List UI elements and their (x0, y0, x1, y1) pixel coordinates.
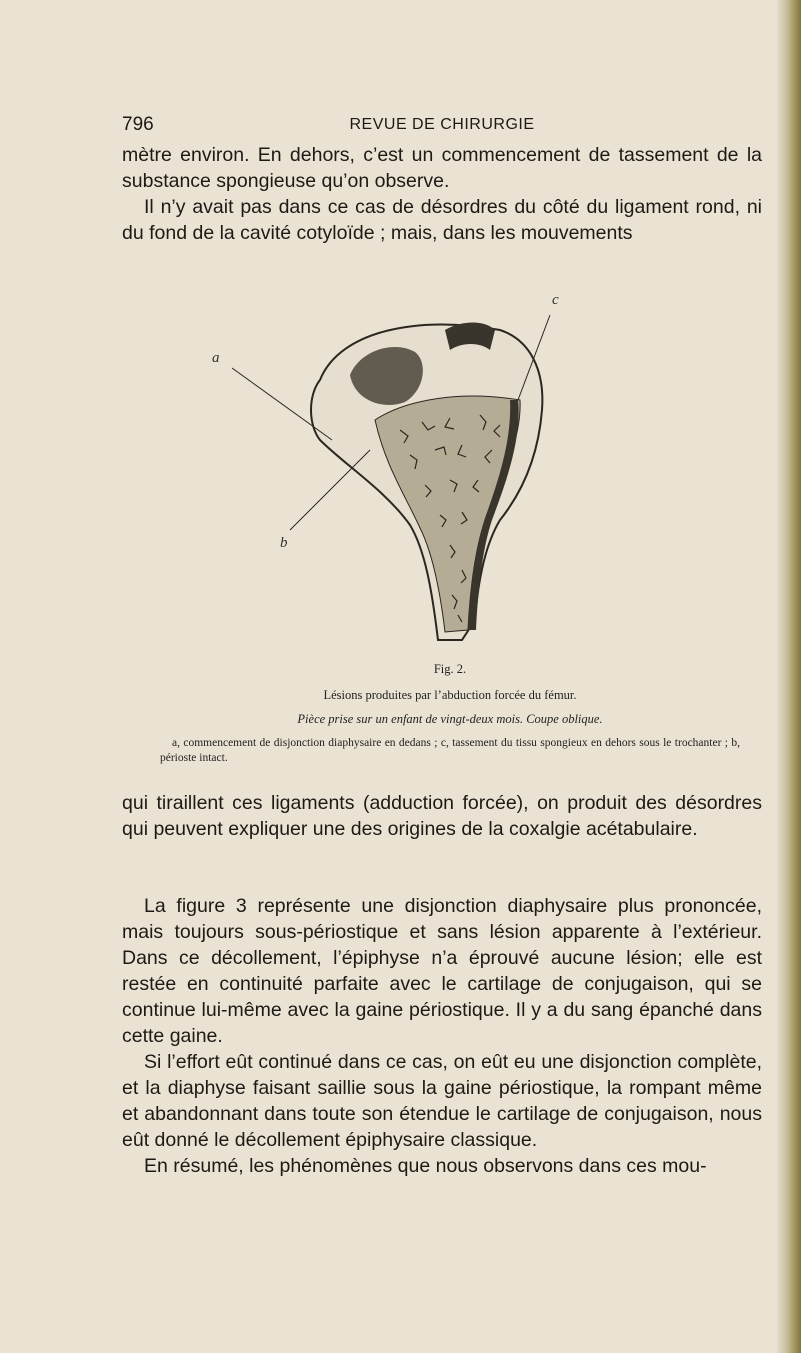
figure-label-c: c (552, 292, 559, 308)
figure-number: Fig. 2. (433, 662, 467, 676)
page-edge-shadow (777, 0, 801, 1353)
paragraph-1: mètre environ. En dehors, c’est un commencement de tassement de la substance spongieuse qu’on observe. (122, 144, 762, 192)
figure-subtitle: Pièce prise sur un enfant de vingt-deux mois. Coupe oblique. (297, 712, 603, 726)
figure-femur-section (200, 290, 580, 650)
figure-label-b: b (280, 535, 288, 551)
body-text-top (122, 142, 762, 246)
page-header (122, 114, 762, 140)
body-text-bottom (122, 893, 762, 1179)
paragraph-6: En résumé, les phénomènes que nous observons dans ces mou- (144, 1155, 707, 1177)
femur-section-illustration (200, 290, 580, 650)
running-title: REVUE DE CHIRURGIE (349, 116, 535, 133)
figure-label-a: a (212, 350, 220, 366)
paragraph-5: Si l’effort eût continué dans ce cas, on eût eu une disjonction complète, et la diaphyse faisant saillie sous la gaine périostique, la rompant même et abandonnant dans toute son étendue le cartilage de conjugaison, nous eût donné le décollement épiphysaire classique. (122, 1051, 762, 1151)
paragraph-3: qui tiraillent ces ligaments (adduction forcée), on produit des désordres qui peuvent expliquer une des origines de la coxalgie acétabulaire. (122, 792, 762, 840)
paragraph-2: Il n’y avait pas dans ce cas de désordres du côté du ligament rond, ni du fond de la cavité cotyloïde ; mais, dans les mouvements (122, 196, 762, 244)
leader-line-b (290, 450, 370, 530)
page-number: 796 (122, 114, 154, 135)
figure-legend: a, commencement de disjonction diaphysaire en dedans ; c, tassement du tissu spongieux en dehors sous le trochanter ; b, périoste intact. (160, 737, 740, 764)
figure-title: Lésions produites par l’abduction forcée du fémur. (323, 688, 577, 702)
paragraph-4: La figure 3 représente une disjonction diaphysaire plus prononcée, mais toujours sous-périostique et sans lésion apparente à l’extérieur. Dans ce décollement, l’épiphyse n’a éprouvé aucune lésion; elle est restée en continuité parfaite avec le cartilage de conjugaison, qui se continue lui-même avec la gaine périostique. Il y a du sang épanché dans cette gaine. (122, 895, 762, 1047)
